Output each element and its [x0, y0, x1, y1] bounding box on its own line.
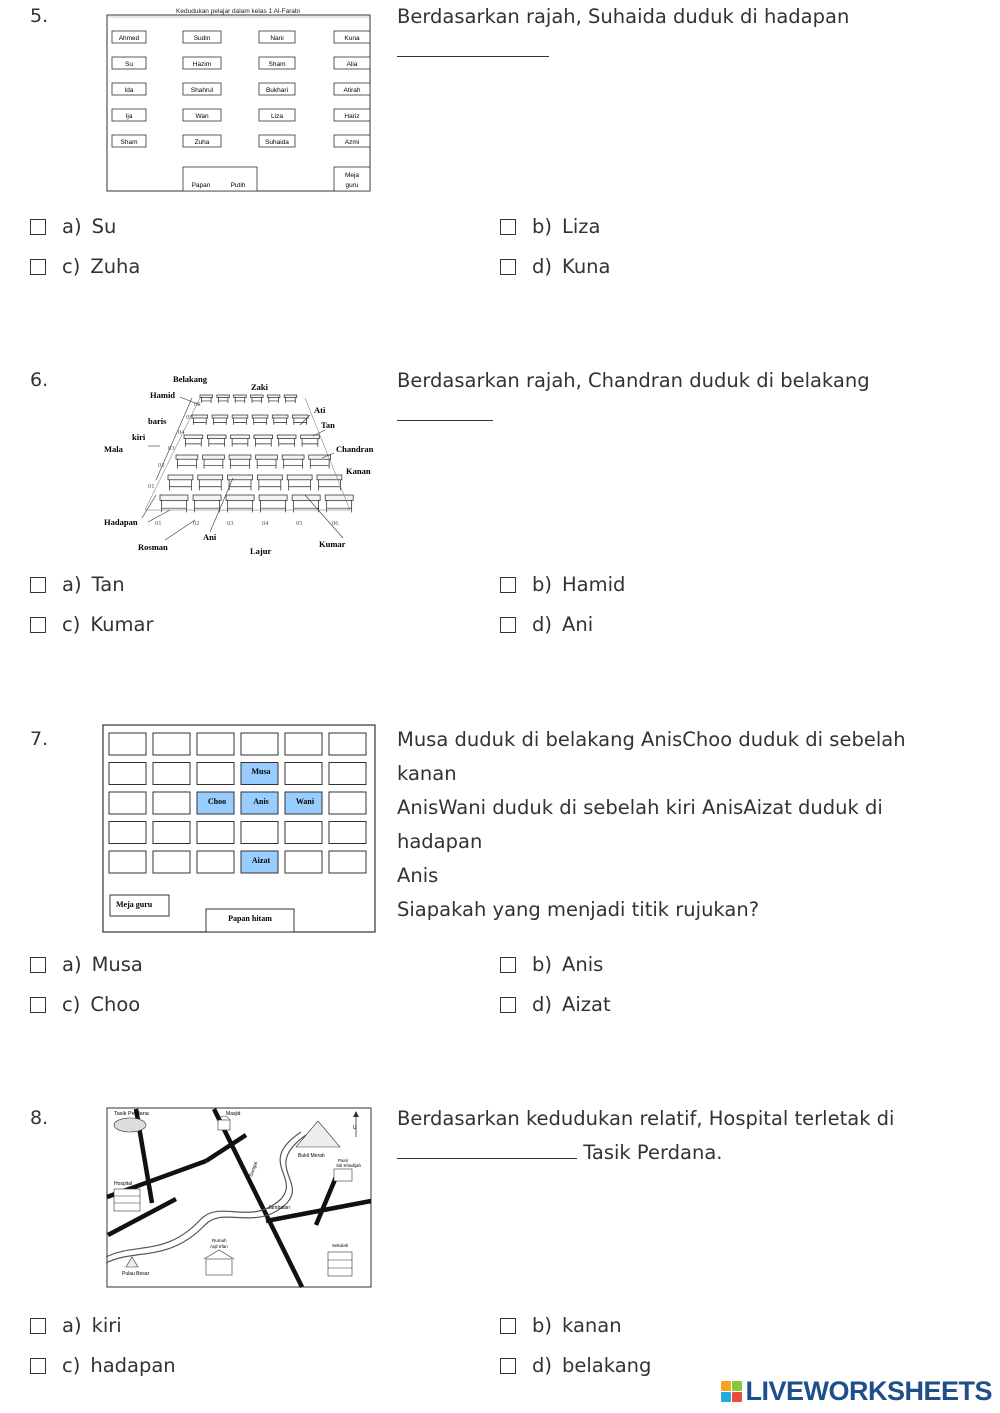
label-ani: Ani [203, 532, 217, 542]
liveworksheets-logo [721, 1376, 992, 1407]
label-zaki: Zaki [251, 382, 269, 392]
col-number: 02 [193, 520, 200, 527]
desk [329, 792, 366, 814]
option-checkbox[interactable] [30, 617, 46, 633]
label-tasik: Tasik Perdana [114, 1111, 149, 1117]
question-line: Anis [397, 864, 439, 887]
seat-label: Su [125, 61, 133, 68]
row-number: 06 [194, 401, 201, 408]
col-number: 03 [227, 520, 234, 527]
teacher-desk-label: guru [345, 182, 359, 189]
classroom-3d-figure [100, 370, 380, 556]
option-checkbox[interactable] [500, 259, 516, 275]
seat-label: Ida [124, 87, 134, 94]
desk [285, 763, 322, 785]
label-sekolah: Sekolah [332, 1243, 349, 1248]
question-prompt: Berdasarkan rajah, Suhaida duduk di hadapan [397, 5, 850, 28]
option-b[interactable]: b) kanan [500, 1314, 622, 1337]
desk [329, 763, 366, 785]
desk-label-anis: Anis [253, 797, 269, 806]
desk [285, 851, 322, 873]
desk [317, 475, 342, 490]
option-checkbox[interactable] [30, 577, 46, 593]
option-c[interactable]: c) Choo [30, 993, 140, 1016]
desk [254, 435, 273, 447]
option-checkbox[interactable] [500, 1318, 516, 1334]
desk [329, 733, 366, 755]
desk [207, 435, 226, 447]
label-hospital: Hospital [114, 1181, 133, 1187]
label-masjid: Masjid [226, 1111, 241, 1117]
option-checkbox[interactable] [30, 1318, 46, 1334]
desk [212, 415, 228, 425]
desk [256, 455, 278, 469]
col-number: 06 [332, 520, 339, 527]
desk [184, 435, 203, 447]
question-text [397, 364, 967, 432]
option-a[interactable]: a) Su [30, 215, 116, 238]
desk-label-aizat: Aizat [251, 856, 271, 865]
desk [292, 415, 308, 425]
label-mala: Mala [104, 444, 123, 454]
desk [284, 395, 297, 403]
seat-label: Kuna [344, 35, 360, 42]
option-checkbox[interactable] [500, 957, 516, 973]
question-line: Siapakah yang menjadi titik rujukan? [397, 898, 760, 921]
answer-blank [397, 398, 493, 421]
seat-label: Ahmed [118, 35, 140, 42]
desk-label-wani: Wani [295, 797, 315, 806]
figure-title: Kedudukan pelajar dalam kelas 1 Al-Farabi [176, 8, 300, 15]
seat-label: Nani [270, 35, 284, 42]
seat-label: Zuha [194, 139, 210, 146]
label-pulau: Pulau Besar [122, 1271, 150, 1277]
label-kanan: Kanan [346, 466, 371, 476]
label-chandran: Chandran [336, 444, 374, 454]
seat-label: Bukhari [265, 87, 289, 94]
classroom-grid-figure [102, 724, 376, 934]
desk [197, 733, 234, 755]
label-baris: baris [148, 416, 167, 426]
question-line: Berdasarkan kedudukan relatif, Hospital terletak di [397, 1107, 895, 1130]
desk [232, 415, 248, 425]
row-number: 02 [158, 462, 165, 469]
row-number: 04 [178, 429, 185, 436]
seat-label: Shahrul [190, 87, 214, 94]
seat-label: Ija [125, 113, 133, 120]
logo-icon [721, 1381, 743, 1403]
desk [228, 475, 253, 490]
question-text [397, 723, 967, 927]
option-checkbox[interactable] [500, 617, 516, 633]
desk [153, 822, 190, 844]
option-d[interactable]: d) Kuna [500, 255, 610, 278]
desk [309, 455, 331, 469]
row-number: 05 [186, 414, 193, 421]
option-b[interactable]: b) Liza [500, 215, 600, 238]
desk [153, 851, 190, 873]
desk [109, 822, 146, 844]
option-d[interactable]: d) belakang [500, 1354, 651, 1377]
map-figure [106, 1107, 372, 1289]
option-b[interactable]: b) Hamid [500, 573, 625, 596]
desk [109, 792, 146, 814]
seat-row [112, 57, 370, 69]
question-number: 5. [30, 5, 49, 27]
seat-label: Hariz [344, 113, 360, 120]
desk [168, 475, 193, 490]
question-line: AnisWani duduk di sebelah kiri AnisAizat duduk di hadapan [397, 796, 883, 853]
desk [267, 395, 280, 403]
label-rosman: Rosman [138, 542, 168, 552]
question-line: Musa duduk di belakang AnisChoo duduk di sebelah kanan [397, 728, 906, 785]
desk [257, 475, 282, 490]
col-number: 01 [155, 520, 162, 527]
option-c[interactable]: c) Kumar [30, 613, 153, 636]
whiteboard-label: Papan [191, 182, 211, 189]
label-rumah: Rumah [212, 1238, 227, 1243]
desk [272, 415, 288, 425]
question-prompt: Berdasarkan rajah, Chandran duduk di belakang [397, 369, 870, 392]
option-c[interactable]: c) hadapan [30, 1354, 176, 1377]
desk [285, 822, 322, 844]
desk [153, 792, 190, 814]
option-checkbox[interactable] [500, 997, 516, 1013]
brand-name: LIVEWORKSHEETS [745, 1376, 992, 1406]
row-number: 03 [168, 445, 175, 452]
seat-row [112, 135, 370, 147]
col-number: 05 [296, 520, 303, 527]
option-checkbox[interactable] [30, 957, 46, 973]
desk [329, 851, 366, 873]
col-number: 04 [262, 520, 269, 527]
label-hamid: Hamid [150, 390, 176, 400]
desk [197, 763, 234, 785]
option-checkbox[interactable] [30, 259, 46, 275]
label-bukit: Bukit Merah [298, 1153, 325, 1159]
option-checkbox[interactable] [500, 219, 516, 235]
label-tan: Tan [321, 420, 335, 430]
seat-label: Atirah [343, 87, 361, 94]
desk [329, 822, 366, 844]
label-belakang: Belakang [173, 374, 208, 384]
whiteboard-label: Putih [230, 182, 246, 189]
answer-blank [397, 34, 549, 57]
label-lajur: Lajur [250, 546, 272, 556]
option-checkbox[interactable] [30, 1358, 46, 1374]
north-label: U [353, 1125, 357, 1131]
label-kumar: Kumar [319, 539, 346, 549]
desk [153, 733, 190, 755]
desk [252, 415, 268, 425]
desk [301, 435, 320, 447]
desk [198, 475, 223, 490]
teacher-desk-label: Meja guru [116, 900, 153, 909]
seat-label: Azmi [344, 139, 360, 146]
desk [287, 475, 312, 490]
seat-row [112, 83, 370, 95]
seat-label: Hazim [192, 61, 212, 68]
desk [241, 733, 278, 755]
option-a[interactable]: a) Musa [30, 953, 143, 976]
label-rumah: Aqil Irfan [210, 1244, 228, 1249]
seat-row [112, 109, 370, 121]
label-pasir: Pasir [338, 1158, 349, 1163]
question-number: 8. [30, 1107, 49, 1129]
seat-label: Alia [346, 61, 358, 68]
desk [229, 455, 251, 469]
desk [285, 733, 322, 755]
desk [217, 395, 230, 403]
desk [197, 822, 234, 844]
label-pasir: Siti Khadijah [336, 1163, 362, 1168]
question-number: 7. [30, 728, 49, 750]
teacher-desk-label: Meja [344, 172, 360, 179]
label-hadapan: Hadapan [104, 517, 138, 527]
option-a[interactable]: a) Tan [30, 573, 125, 596]
seat-label: Sudin [193, 35, 211, 42]
desk [200, 395, 213, 403]
option-a[interactable]: a) kiri [30, 1314, 122, 1337]
desk [192, 415, 208, 425]
label-kiri: kiri [132, 432, 146, 442]
seating-figure [106, 5, 372, 193]
desk [250, 395, 263, 403]
label-ati: Ati [314, 405, 326, 415]
answer-blank [397, 1136, 577, 1159]
seat-row [112, 31, 370, 43]
lake [114, 1118, 146, 1132]
label-jambatan: Jambatan [268, 1205, 290, 1211]
desk [109, 851, 146, 873]
question-line: Tasik Perdana. [583, 1141, 723, 1164]
desk [231, 435, 250, 447]
option-d[interactable]: d) Aizat [500, 993, 611, 1016]
seat-label: Liza [271, 113, 283, 120]
option-checkbox[interactable] [30, 997, 46, 1013]
desk [109, 763, 146, 785]
option-checkbox[interactable] [500, 1358, 516, 1374]
seat-label: Sham [268, 61, 286, 68]
question-text [397, 1102, 967, 1170]
desk [282, 455, 304, 469]
desk [277, 435, 296, 447]
desk-label-choo: Choo [207, 797, 227, 806]
desk-label-musa: Musa [251, 767, 271, 776]
seat-label: Wan [195, 113, 209, 120]
blackboard-label: Papan hitam [228, 914, 272, 923]
label-sungai: Sungai [248, 1160, 260, 1178]
desk [241, 822, 278, 844]
desk [176, 455, 198, 469]
desk [109, 733, 146, 755]
seat-label: Suhaida [265, 139, 289, 146]
question-text [397, 0, 967, 68]
option-b[interactable]: b) Anis [500, 953, 603, 976]
desk [203, 455, 225, 469]
row-number: 01 [148, 483, 155, 490]
option-c[interactable]: c) Zuha [30, 255, 140, 278]
question-number: 6. [30, 369, 49, 391]
desk [197, 851, 234, 873]
option-checkbox[interactable] [30, 219, 46, 235]
option-checkbox[interactable] [500, 577, 516, 593]
seat-label: Sham [120, 139, 138, 146]
desk [153, 763, 190, 785]
option-d[interactable]: d) Ani [500, 613, 593, 636]
desk [234, 395, 247, 403]
